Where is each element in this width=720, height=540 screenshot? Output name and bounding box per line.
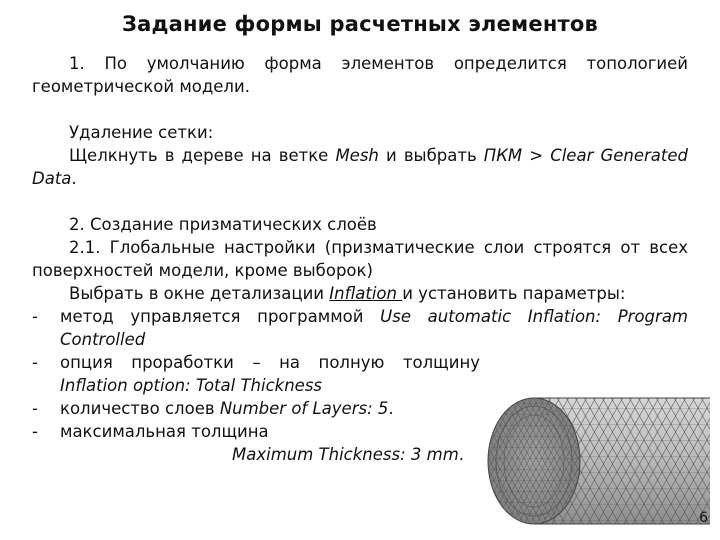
max-thickness-tail: . [458,445,465,464]
clear-menu-path: ПКМ > Clear Generated Data [32,146,688,188]
bullet-tail: . [388,399,394,418]
bullet-label: метод управляется программой [60,307,381,326]
clear-mid: и выбрать [378,146,484,165]
item-2-text: Создание призматических слоёв [84,215,377,234]
select-pre: Выбрать в окне детализации [69,284,330,303]
item-2 [32,213,688,236]
page-number: 6 [699,510,708,526]
bullet-dash: - [32,307,38,326]
bullet-dash: - [32,422,38,441]
mesh-cylinder-image [482,392,710,528]
inflation-term: Inflation [329,284,403,303]
bullet-value: Use automatic Inflation: Program Controlled [60,307,688,349]
max-thickness-value: Maximum Thickness: 3 mm [232,445,459,464]
bullet-text [60,305,688,351]
bullet-label: количество слоев [60,399,220,418]
bullet-value: Inflation option: Total Thickness [60,376,323,395]
select-post: и установить параметры: [402,284,626,303]
item-1 [32,52,688,98]
select-inflation [32,282,688,305]
bullet-option [32,351,688,397]
bullet-method [32,305,688,351]
clear-heading: Удаление сетки: [69,123,214,142]
bullet-label: максимальная толщина [60,422,269,441]
page-title: Задание формы расчетных элементов [121,12,599,36]
item-1-number: 1. [69,54,85,73]
bullet-label: опция проработки – на полную толщину [60,353,480,372]
bullet-value: Number of Layers: 5 [219,399,389,418]
item-2-number: 2. [69,215,85,234]
clear-end: . [71,169,77,188]
item-1-text: По умолчанию форма элементов определится топологией геометрической модели. [32,54,688,96]
bullet-text [60,351,480,397]
bullet-dash: - [32,399,38,418]
bullet-dash: - [32,353,38,372]
clear-instruction [32,144,688,190]
clear-pre: Щелкнуть в дереве на ветке [69,146,336,165]
item-2-1: 2.1. Глобальные настройки (призматические слои строятся от всех поверхностей модели, кроме выборок) [32,238,688,280]
mesh-term: Mesh [335,146,379,165]
mesh-cylinder-svg [482,392,710,528]
